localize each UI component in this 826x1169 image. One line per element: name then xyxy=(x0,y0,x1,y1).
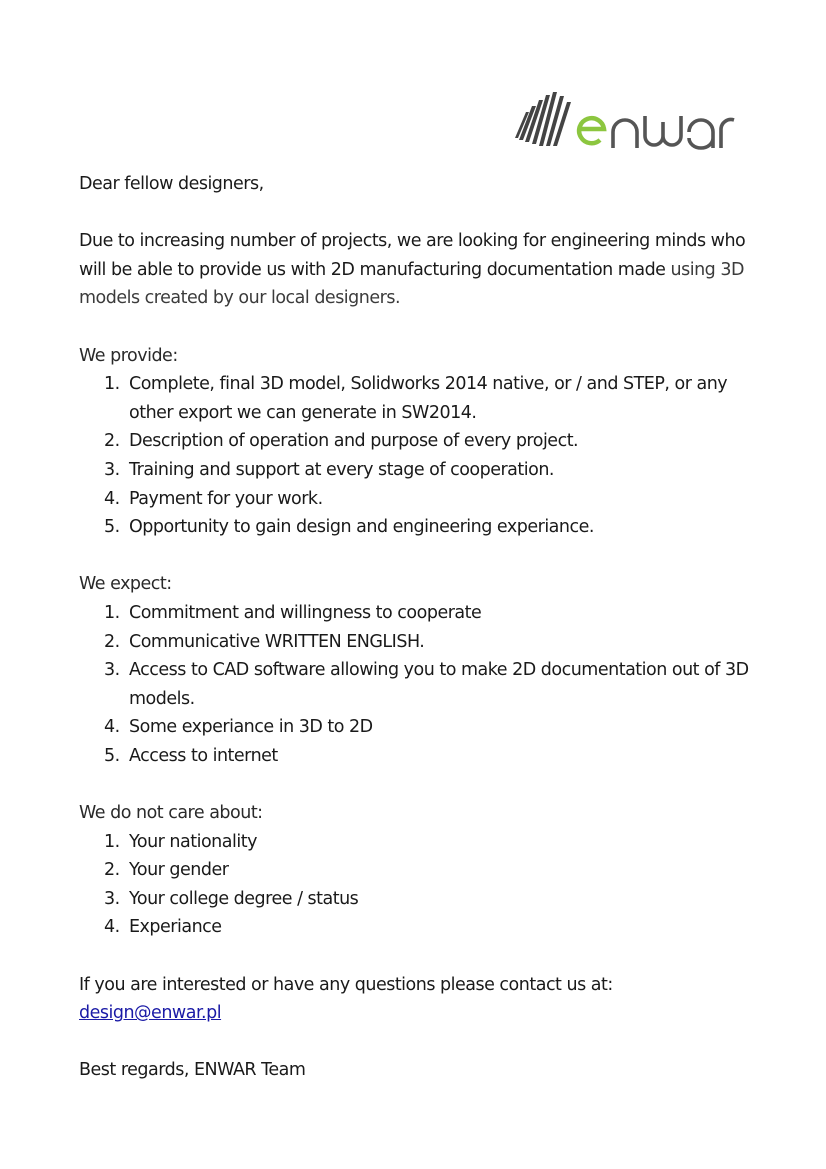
list-item-number: 3. xyxy=(104,660,120,681)
intro-paragraph xyxy=(79,227,759,313)
enwar-logo-graphic xyxy=(512,92,738,152)
list-item xyxy=(79,456,759,485)
dont-care-list xyxy=(79,828,759,942)
contact-line xyxy=(79,999,759,1028)
logo-letter-a xyxy=(689,120,713,148)
list-item xyxy=(79,599,759,628)
list-item-text: Communicative WRITTEN ENGLISH. xyxy=(129,631,425,652)
list-item-number: 2. xyxy=(104,860,120,881)
list-item xyxy=(79,713,759,742)
list-item-number: 3. xyxy=(104,459,120,480)
list-item-text: Payment for your work. xyxy=(129,488,323,509)
list-item xyxy=(79,913,759,942)
list-item-text: Your nationality xyxy=(129,831,257,852)
list-item xyxy=(79,628,759,657)
list-item-text: Opportunity to gain design and engineering experiance. xyxy=(129,517,594,538)
list-item-number: 2. xyxy=(104,431,120,452)
list-item-text: Your gender xyxy=(129,860,229,881)
list-item-text: Your college degree / status xyxy=(129,888,359,909)
list-item-text: Complete, final 3D model, Solidworks 2014 native, or / and STEP, or any other export we can generate in SW2014. xyxy=(129,374,728,423)
list-item-number: 2. xyxy=(104,631,120,652)
provide-list xyxy=(79,370,759,542)
list-item xyxy=(79,828,759,857)
contact-email-link[interactable]: design@enwar.pl xyxy=(79,1003,222,1024)
list-item-number: 5. xyxy=(104,745,120,766)
list-item-number: 4. xyxy=(104,488,120,509)
intro-main: Due to increasing number of projects, we are looking for engineering minds who will be able to provide us with 2D manufacturing documentation made xyxy=(79,231,746,280)
dont-care-title: We do not care about: xyxy=(79,803,263,824)
list-item-number: 3. xyxy=(104,888,120,909)
list-item xyxy=(79,656,759,713)
closing: Best regards, ENWAR Team xyxy=(79,1060,306,1081)
list-item-text: Access to CAD software allowing you to make 2D documentation out of 3D models. xyxy=(129,660,749,709)
list-item xyxy=(79,370,759,427)
list-item-number: 1. xyxy=(104,374,120,395)
list-item xyxy=(79,427,759,456)
expect-title: We expect: xyxy=(79,574,172,595)
logo-letter-e xyxy=(579,118,604,143)
contact-text: If you are interested or have any questions please contact us at: xyxy=(79,974,613,995)
list-item-text: Commitment and willingness to cooperate xyxy=(129,602,482,623)
list-item-number: 5. xyxy=(104,517,120,538)
list-item-text: Access to internet xyxy=(129,745,278,766)
logo-stripes xyxy=(515,92,571,146)
list-item xyxy=(79,856,759,885)
list-item xyxy=(79,485,759,514)
list-item-number: 4. xyxy=(104,717,120,738)
intro-tail: using 3D models created by our local designers. xyxy=(79,259,744,309)
list-item xyxy=(79,885,759,914)
list-item xyxy=(79,513,759,542)
expect-list xyxy=(79,599,759,771)
list-item-text: Training and support at every stage of cooperation. xyxy=(129,459,554,480)
list-item-text: Some experiance in 3D to 2D xyxy=(129,717,373,738)
list-item-number: 1. xyxy=(104,831,120,852)
enwar-logo xyxy=(512,92,738,152)
greeting: Dear fellow designers, xyxy=(79,174,264,194)
list-item xyxy=(79,742,759,771)
letter-body xyxy=(79,170,759,1085)
list-item-number: 4. xyxy=(104,917,120,938)
list-item-text: Description of operation and purpose of every project. xyxy=(129,431,579,452)
logo-letter-w xyxy=(645,116,681,145)
logo-letter-n xyxy=(613,120,637,148)
provide-title: We provide: xyxy=(79,345,178,366)
logo-letter-r xyxy=(721,120,734,148)
list-item-number: 1. xyxy=(104,602,120,623)
list-item-text: Experiance xyxy=(129,917,222,938)
